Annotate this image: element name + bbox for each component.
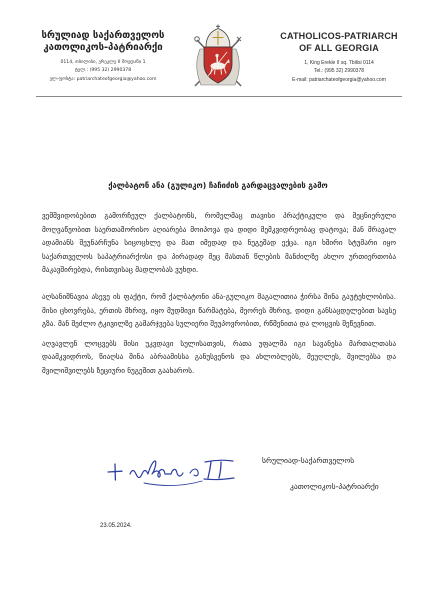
email-ka: ელ-ფოსტა: patriarchateofgeorgia@yahoo.com	[49, 76, 157, 82]
letter-title: ქალბატონ ანა (გულიკო) ჩაჩიძის გარდაცვალების გამო	[108, 181, 328, 190]
phone-ka: ტელ.: (995 32) 2990378	[74, 68, 132, 74]
paragraph: აღვავლენ ლოცვებს მისი უკვდავი სულისათვის, რათა უფალმა იგი სავანესა მართალთასა დაამკვიდროს, წიაღსა შინა აბრაამისსა განუსვენოს და ახლობლებს, მეუღლეს, შვილებსა და შვილიშვილებს ზეციური ნუგეშით გაახაროს.	[42, 338, 396, 375]
letterhead-left	[30, 30, 176, 84]
signatory-line1: სრულიად-საქართველოს	[262, 456, 355, 465]
letterhead-right	[268, 30, 410, 84]
handwritten-signature	[104, 450, 239, 492]
phone-en: Tel.: (995 32) 2990378	[313, 68, 365, 75]
letterhead-title-line1-ka: სრულიად საქართველოს	[41, 30, 165, 41]
patriarchate-emblem-icon	[189, 24, 247, 90]
paragraph: ვემშვიდობებით გამორჩეულ ქალბატონს, რომელმაც თავისი პრაქტიკული და მეცნიერული მოღვაწეობით საერთაშორისო აღიარება მოიპოვა და დიდი მემკვიდრეობაც დატოვა; მან მრავალ ადამიანს შეუნარჩუნა სიცოცხლე და მათ იმედად და ნუგეშად ექცა. იგი ხშირი სტუმარი იყო საქართველოს საპატრიარქოსი და პირადად მეც მასთან წლების მანძილზე ახლო ურთიერთობა მაკავშირებდა, რისთვისაც მადლობას ვუხდი.	[42, 211, 396, 275]
letterhead-contacts-en	[268, 59, 410, 84]
paragraph: აღსანიშნავია ასევე ის ფაქტი, რომ ქალბატონი ანა-გულიკო მაგალითია ჭირსა შინა გაუტეხლობისა. მისი ცხოვრება, ერთის მხრივ, იყო მუდმივი წარმატება, მეორეს მხრივ, დიდი განსაცდელებით სავსე გზა. მან შეძლო ტკივილზე გამარჯვება სულიერი შეუპოვრობით, რწმენითა და ლოცვის შეწევნით.	[42, 291, 396, 329]
letterhead-contacts-ka	[30, 59, 176, 84]
letterhead-title-line2-ka: კათოლიკოს-პატრიარქი	[43, 42, 163, 53]
letterhead-title-line1-en: CATHOLICOS-PATRIARCH	[280, 31, 398, 41]
address-en: 1, King Erekle II sq. Tbilisi 0114	[304, 60, 374, 66]
letter-date: 23.05.2024.	[100, 523, 132, 529]
signatory-line2: კათოლიკოს-პატრიარქი	[290, 482, 379, 491]
header-divider	[36, 96, 402, 97]
address-ka: 0114, თბილისი, ერეკლე II მოედანი 1	[60, 60, 146, 65]
letterhead-title-line2-en: OF ALL GEORGIA	[299, 43, 379, 53]
letter-body	[42, 209, 396, 378]
email-en: E-mail: patriarchateofgeorgia@yahoo.com	[292, 76, 386, 83]
